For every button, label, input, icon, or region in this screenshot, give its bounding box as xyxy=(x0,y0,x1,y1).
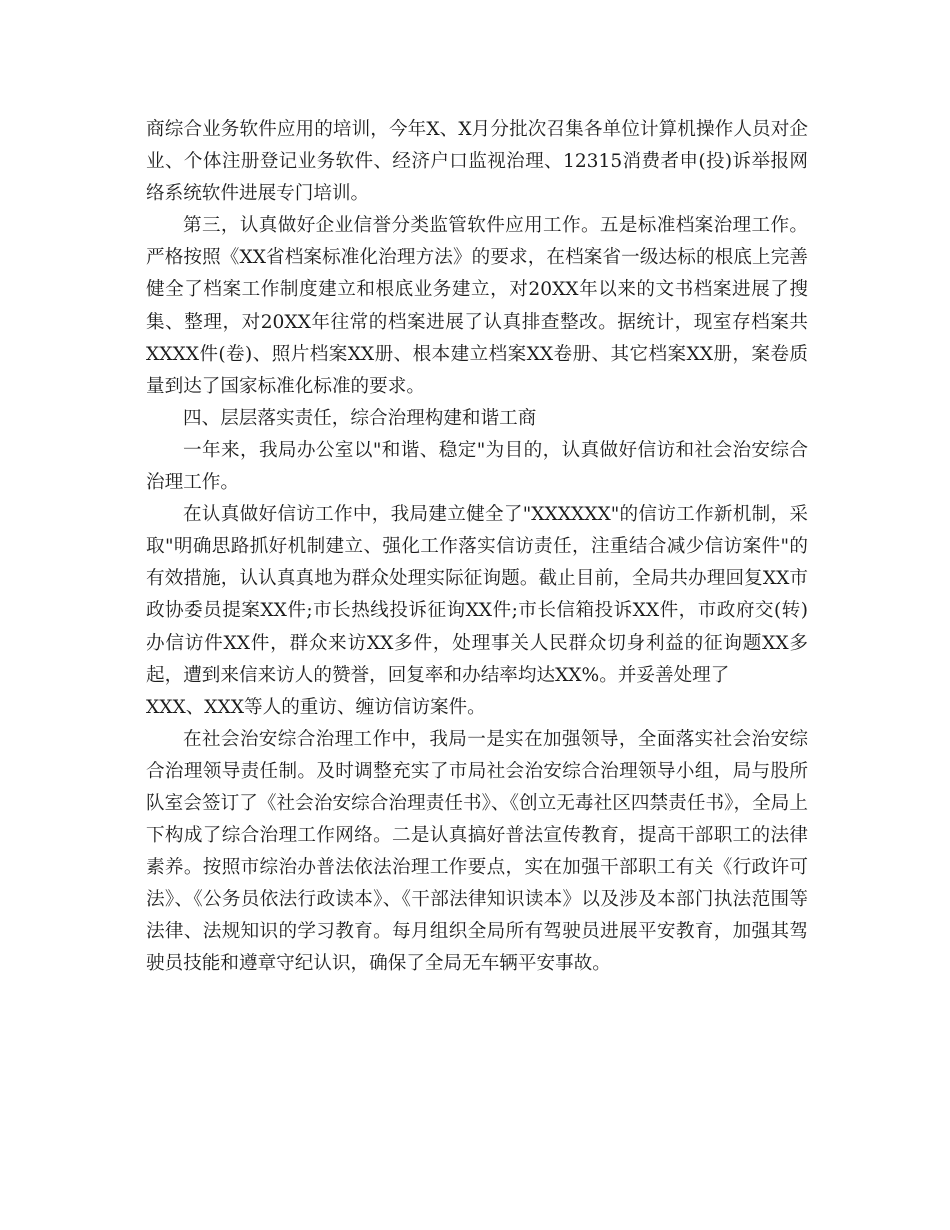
paragraph-training: 商综合业务软件应用的培训，今年X、X月分批次召集各单位计算机操作人员对企业、个体注册登记业务软件、经济户口监视治理、12315消费者申(投)诉举报网络系统软件进展专门培训。 xyxy=(146,119,808,205)
paragraph-archives: 第三，认真做好企业信誉分类监管软件应用工作。五是标准档案治理工作。严格按照《XX省档案标准化治理方法》的要求，在档案省一级达标的根底上完善健全了档案工作制度建立和根底业务建立，对20XX年以来的文书档案进展了搜集、整理，对20XX年往常的档案进展了认真排查整改。据统计，现室存档案共XXXX件(卷)、照片档案XX册、根本建立档案XX卷册、其它档案XX册，案卷质量到达了国家标准化标准的要求。 xyxy=(146,215,808,397)
document-body xyxy=(146,114,808,981)
paragraph-office-goal: 一年来，我局办公室以"和谐、稳定"为目的，认真做好信访和社会治安综合治理工作。 xyxy=(146,439,808,494)
paragraph-petitions-continued: XXX、XXX等人的重访、缠访信访案件。 xyxy=(146,696,486,718)
paragraph-public-security: 在社会治安综合治理工作中，我局一是实在加强领导，全面落实社会治安综合治理领导责任制。及时调整充实了市局社会治安综合治理领导小组，局与股所队室会签订了《社会治安综合治理责任书》、《创立无毒社区四禁责任书》，全局上下构成了综合治理工作网络。二是认真搞好普法宣传教育，提高干部职工的法律素养。按照市综治办普法依法治理工作要点，实在加强干部职工有关《行政许可法》、《公务员依法行政读本》、《干部法律知识读本》以及涉及本部门执法范围等法律、法规知识的学习教育。每月组织全局所有驾驶员进展平安教育，加强其驾驶员技能和遵章守纪认识，确保了全局无车辆平安事故。 xyxy=(146,728,808,975)
paragraph-petitions: 在认真做好信访工作中，我局建立健全了"XXXXXX"的信访工作新机制，采取"明确思路抓好机制建立、强化工作落实信访责任，注重结合减少信访案件"的有效措施，认认真真地为群众处理实际征询题。截止目前，全局共办理回复XX市政协委员提案XX件;市长热线投诉征询XX件;市长信箱投诉XX件，市政府交(转)办信访件XX件，群众来访XX多件，处理事关人民群众切身利益的征询题XX多起，遭到来信来访人的赞誉，回复率和办结率均达XX%。并妥善处理了 xyxy=(146,504,808,686)
section-heading-four: 四、层层落实责任，综合治理构建和谐工商 xyxy=(183,407,537,429)
